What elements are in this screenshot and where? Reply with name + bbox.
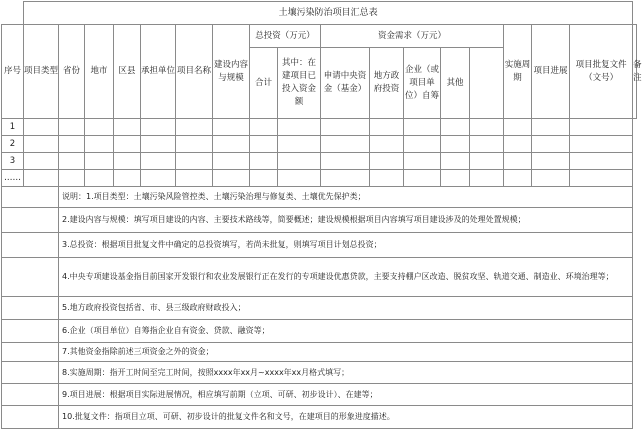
note-1: 说明：1.项目类型：土壤污染风险管控类、土壤污染治理与修复类、土壤优先保护类； [59,187,633,208]
note-spacer [2,406,59,429]
note-spacer [2,258,59,297]
summary-table-sheet [1,1,642,421]
header-funding: 资金需求（万元） [321,25,504,48]
header-province: 省份 [59,25,85,119]
header-approval: 项目批复文件（文号） [570,25,633,119]
header-progress: 项目进展 [532,25,570,119]
table-title: 土壤污染防治项目汇总表 [24,2,633,25]
note-spacer [2,208,59,233]
note-spacer [2,187,59,208]
row-index: 2 [2,136,24,153]
header-remark: 备注 [633,25,637,119]
header-local: 地方政府投资 [370,48,404,119]
row-index: …… [2,170,24,187]
note-2: 2.建设内容与规模：填写项目建设的内容、主要技术路线等，简要概述；建设规模根据项目内容填写项目建设涉及的处理处置规模； [59,208,633,233]
header-enterprise: 企业（或项目单位）自筹 [404,48,441,119]
header-period: 实施周期 [504,25,532,119]
header-total-investment: 总投资（万元） [250,25,321,48]
note-7: 7.其他资金指除前述三项资金之外的资金； [59,343,633,362]
table-row [2,153,637,170]
table-row [2,136,637,153]
blank-corner [2,2,24,25]
header-district: 区县 [114,25,141,119]
row-index: 1 [2,119,24,136]
note-spacer [2,320,59,343]
header-central: 申请中央资金（基金） [321,48,370,119]
note-9: 9.项目进展：根据项目实际进展情况，相应填写前期（立项、可研、初步设计）、在建等； [59,384,633,406]
note-spacer [2,362,59,384]
note-10: 10.批复文件：指项目立项、可研、初步设计的批复文件名和文号，在建项目的形象进度描述。 [59,406,633,429]
table-row [2,170,637,187]
row-index: 3 [2,153,24,170]
note-5: 5.地方政府投资包括省、市、县三级政府财政投入； [59,297,633,320]
header-undertaker: 承担单位 [141,25,176,119]
header-project-name: 项目名称 [176,25,213,119]
note-8: 8.实施周期：指开工时间至完工时间，按照xxxx年xx月~xxxx年xx月格式填写； [59,362,633,384]
note-spacer [2,384,59,406]
summary-table [1,1,642,429]
note-spacer [2,343,59,362]
note-spacer [2,233,59,258]
header-of-which: 其中：在建项目已投入资金额 [278,48,321,119]
note-spacer [2,297,59,320]
header-seq: 序号 [2,25,24,119]
note-3: 3.总投资：根据项目批复文件中确定的总投资填写，若尚未批复，则填写项目计划总投资； [59,233,633,258]
header-project-type: 项目类型 [24,25,59,119]
table-row [2,119,637,136]
header-other: 其他 [441,48,470,119]
header-city: 地市 [85,25,114,119]
note-6: 6.企业（项目单位）自筹指企业自有资金、贷款、融资等； [59,320,633,343]
header-construction: 建设内容与规模 [213,25,250,119]
note-4: 4.中央专项建设基金指目前国家开发银行和农业发展银行正在发行的专项建设优惠贷款，主要支持棚户区改造、脱贫攻坚、轨道交通、制造业、环境治理等； [59,258,633,297]
header-total: 合计 [250,48,278,119]
